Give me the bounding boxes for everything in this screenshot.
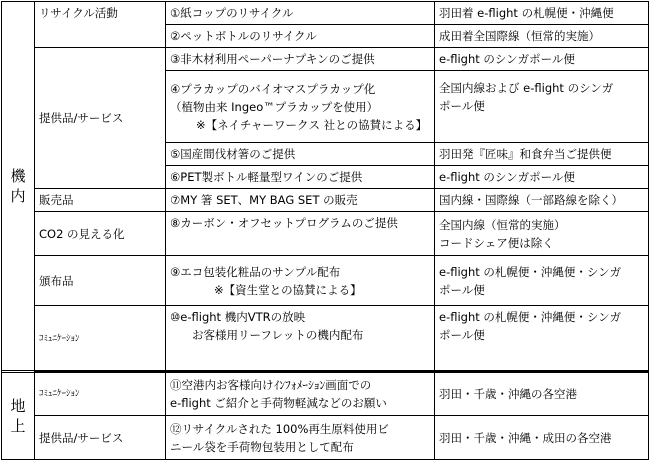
table-row xyxy=(2,416,649,460)
category-cell: ｺﾐｭﾆｹｰｼｮﾝ xyxy=(35,372,166,416)
target-line: 全国内線および e-flight のシンガ xyxy=(439,81,614,95)
item-cell: ⑦MY 箸 SET、MY BAG SET の販売 xyxy=(166,189,435,212)
table-row xyxy=(2,2,649,25)
item-line: ⑨エコ包装化粧品のサンプル配布 xyxy=(170,264,341,279)
category-cell: ｺﾐｭﾆｹｰｼｮﾝ xyxy=(35,306,166,372)
target-cell xyxy=(435,71,649,143)
target-line: e-flight の札幌便・沖縄便・シンガ xyxy=(439,310,622,324)
target-cell xyxy=(435,256,649,306)
item-cell: ⑧カーボン・オフセットプログラムのご提供 xyxy=(166,212,435,256)
target-cell xyxy=(435,306,649,372)
item-cell xyxy=(166,306,435,372)
target-cell: 羽田着 e-flight の札幌便・沖縄便 xyxy=(435,2,649,25)
table-row xyxy=(2,256,649,306)
item-cell: ⑥PET製ボトル軽量型ワインのご提供 xyxy=(166,166,435,189)
category-cell: 販売品 xyxy=(35,189,166,212)
category-cell: リサイクル活動 xyxy=(35,2,166,48)
item-note: ※【資生堂との協賛による】 xyxy=(214,282,362,297)
item-line: ⑫リサイクルされた 100%再生原料使用ビ xyxy=(170,421,389,436)
area-char: 内 xyxy=(10,187,26,205)
item-cell xyxy=(166,416,435,460)
item-line: （植物由来 Ingeo™プラカップを使用） xyxy=(170,99,379,114)
table-row xyxy=(2,306,649,372)
table-row xyxy=(2,48,649,71)
item-line: ④プラカップのバイオマスプラカップ化 xyxy=(170,81,376,96)
target-cell: 成田着全国際線（恒常的実施） xyxy=(435,25,649,48)
table-row xyxy=(2,212,649,256)
table-row xyxy=(2,372,649,416)
item-cell xyxy=(166,71,435,143)
target-cell xyxy=(435,212,649,256)
target-line: 全国内線（恒常的実施） xyxy=(439,217,566,232)
area-char: 機 xyxy=(10,167,26,185)
area-label-inflight xyxy=(2,2,35,372)
item-line: お客様用リーフレットの機内配布 xyxy=(192,328,364,342)
target-cell: 国内線・国際線（一部路線を除く） xyxy=(435,189,649,212)
eco-initiatives-table xyxy=(1,1,649,460)
target-line: e-flight の札幌便・沖縄便・シンガ xyxy=(439,264,622,279)
item-line: ⑩e-flight 機内VTRの放映 xyxy=(170,310,306,324)
category-cell: 頒布品 xyxy=(35,256,166,306)
item-cell: ②ペットボトルのリサイクル xyxy=(166,25,435,48)
category-cell: CO2 の見える化 xyxy=(35,212,166,256)
category-cell: 提供品/サービス xyxy=(35,416,166,460)
item-line: e-flight ご紹介と手荷物軽減などのお願い xyxy=(170,396,387,410)
item-note: ※【ネイチャーワークス 社との協賛による】 xyxy=(196,117,428,132)
target-cell: e-flight のシンガポール便 xyxy=(435,48,649,71)
table-row xyxy=(2,189,649,212)
target-line: ポール便 xyxy=(439,99,485,113)
area-char: 上 xyxy=(10,417,26,435)
target-cell: 羽田発『匠味』和食弁当ご提供便 xyxy=(435,143,649,166)
item-cell xyxy=(166,256,435,306)
target-cell: 羽田・千歳・沖縄の各空港 xyxy=(435,372,649,416)
item-cell: ⑤国産間伐材箸のご提供 xyxy=(166,143,435,166)
item-cell: ③非木材利用ペーパーナプキンのご提供 xyxy=(166,48,435,71)
target-line: コードシェア便は除く xyxy=(439,235,554,250)
target-line: ポール便 xyxy=(439,328,485,342)
item-line: ニール袋を手荷物包装用として配布 xyxy=(170,439,354,454)
category-cell: 提供品/サービス xyxy=(35,48,166,189)
item-cell xyxy=(166,372,435,416)
target-cell: 羽田・千歳・沖縄・成田の各空港 xyxy=(435,416,649,460)
item-line: ⑪空港内お客様向けｲﾝﾌｫﾒｰｼｮﾝ画面での xyxy=(170,378,372,392)
target-cell: e-flight のシンガポール便 xyxy=(435,166,649,189)
item-cell: ①紙コップのリサイクル xyxy=(166,2,435,25)
target-line: ポール便 xyxy=(439,282,485,297)
area-char: 地 xyxy=(10,397,26,415)
area-label-ground xyxy=(2,372,35,460)
